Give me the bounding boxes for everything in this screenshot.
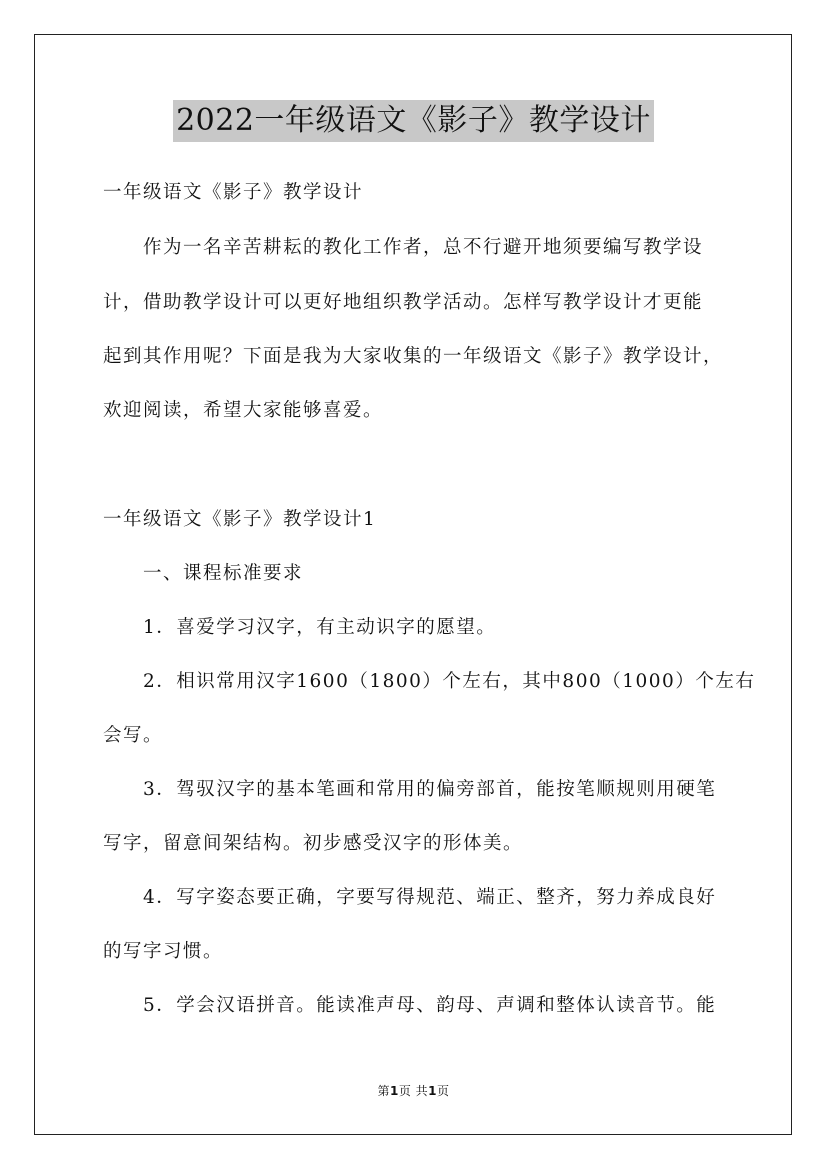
- footer-total-pages: 1: [428, 1084, 438, 1098]
- list-item: 5．学会汉语拼音。能读准声母、韵母、声调和整体认读音节。能: [143, 995, 717, 1016]
- paragraph-line: 作为一名辛苦耕耘的教化工作者，总不行避开地须要编写教学设: [143, 237, 704, 258]
- section-heading: 一年级语文《影子》教学设计: [103, 182, 364, 203]
- list-item-continued: 写字，留意间架结构。初步感受汉字的形体美。: [103, 833, 524, 854]
- paragraph-line: 起到其作用呢？下面是我为大家收集的一年级语文《影子》教学设计，: [103, 346, 724, 367]
- list-item: 4．写字姿态要正确，字要写得规范、端正、整齐，努力养成良好: [143, 887, 717, 908]
- footer-page-number: 1: [389, 1084, 399, 1098]
- list-item: 2．相识常用汉字1600（1800）个左右，其中800（1000）个左右: [143, 671, 756, 692]
- list-item: 3．驾驭汉字的基本笔画和常用的偏旁部首，能按笔顺规则用硬笔: [143, 779, 717, 800]
- page-footer: [0, 1082, 827, 1099]
- section-heading: 一年级语文《影子》教学设计1: [103, 509, 377, 530]
- list-item-continued: 的写字习惯。: [103, 941, 224, 962]
- footer-mid: 页 共: [398, 1084, 429, 1098]
- footer-prefix: 第: [377, 1084, 390, 1098]
- list-item-continued: 会写。: [103, 725, 164, 746]
- paragraph-line: 欢迎阅读，希望大家能够喜爱。: [103, 400, 384, 421]
- title-container: [0, 100, 827, 142]
- footer-suffix: 页: [437, 1084, 450, 1098]
- document-title: 2022一年级语文《影子》教学设计: [173, 100, 654, 142]
- paragraph-line: 计，借助教学设计可以更好地组织教学活动。怎样写教学设计才更能: [103, 292, 704, 313]
- list-item: 1．喜爱学习汉字，有主动识字的愿望。: [143, 617, 497, 638]
- subsection-heading: 一、课程标准要求: [143, 563, 304, 584]
